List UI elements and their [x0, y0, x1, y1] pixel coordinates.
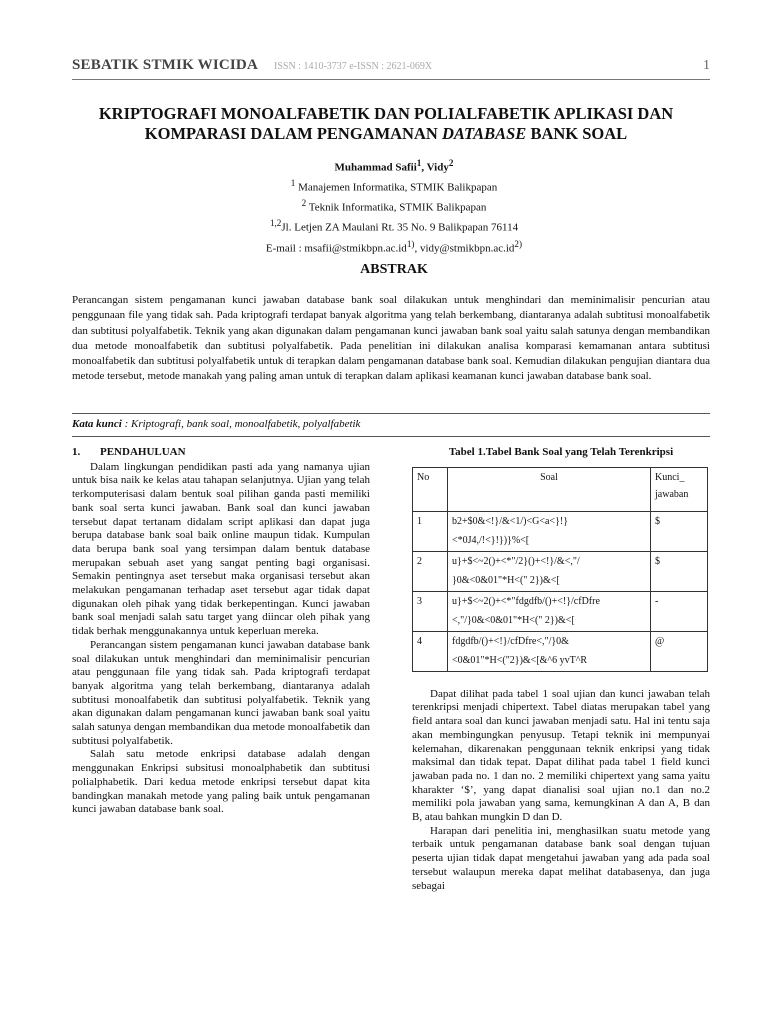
affiliation-1 [84, 176, 704, 196]
row-soal-line-2: <0&01"*H<("2})&<[&^6 yvT^R [452, 654, 588, 666]
row-soal-line-2: <*0J4,/!<}!})}%<[ [452, 534, 530, 546]
intro-paragraph-3: Salah satu metode enkripsi database adalah dengan menggunakan Enkripsi subsitusi monoalphabetik dan subtitusi polialphabetik. Dari kedua metode enkripsi tersebut dapat kita bandingkan manakah metode yang paling baik untuk pengamanan kunci jawaban database bank soal. [72, 748, 370, 816]
row-no: 3 [413, 591, 448, 631]
running-header [72, 57, 710, 80]
row-soal-line-1: u}+$<~2()+<*"/2}()+<!}/&<,"/ [452, 555, 580, 567]
paper-title [56, 104, 716, 144]
row-no: 1 [413, 511, 448, 551]
row-kunci: @ [651, 631, 708, 671]
author-1-sup: 1 [416, 158, 422, 168]
address-sup: 1,2 [269, 218, 282, 229]
title-line-2-pre: KOMPARASI DALAM PENGAMANAN [144, 124, 442, 143]
row-soal-line-1: b2+$0&<!}/&<1/)<G<a<}!} [452, 515, 569, 527]
author-names [84, 156, 704, 176]
affiliation-1-text: Manajemen Informatika, STMIK Balikpapan [295, 181, 498, 194]
keywords-bottom-rule [72, 436, 710, 437]
email-line [84, 237, 704, 257]
row-soal-line-2: }0&<0&01"*H<(" 2})&<[ [452, 574, 560, 586]
abstract-heading: ABSTRAK [360, 262, 428, 277]
address-text: Jl. Letjen ZA Maulani Rt. 35 No. 9 Balikpapan 76114 [281, 222, 519, 235]
affiliation-2-sup: 2 [301, 198, 307, 209]
title-line-2 [56, 124, 716, 144]
page-number: 1 [703, 58, 710, 73]
affiliation-2 [84, 196, 704, 216]
table-caption: Tabel 1.Tabel Bank Soal yang Telah Terenkripsi [448, 446, 674, 458]
row-kunci: $ [651, 511, 708, 551]
author-2-sup: 2 [448, 158, 454, 168]
issn-text: ISSN : 1410-3737 e-ISSN : 2621-069X [274, 61, 433, 72]
keywords-text: : Kriptografi, bank soal, monoalfabetik, polyalfabetik [121, 418, 361, 430]
row-soal [448, 551, 651, 591]
row-soal-line-1: u}+$<~2()+<*"fdgdfb/()+<!}/cfDfre [452, 595, 600, 607]
affiliation-1-sup: 1 [290, 178, 296, 189]
row-soal-line-2: <,"/}0&<0&01"*H<(" 2})&<[ [452, 614, 575, 626]
title-line-1: KRIPTOGRAFI MONOALFABETIK DAN POLIALFABETIK APLIKASI DAN [98, 104, 674, 123]
table-row [413, 511, 708, 551]
header-kunci-line-1: Kunci_ [655, 471, 685, 483]
table-row [413, 591, 708, 631]
row-kunci: - [651, 591, 708, 631]
affiliation-2-text: Teknik Informatika, STMIK Balikpapan [306, 201, 487, 214]
author-1: Muhammad Safii [334, 161, 417, 174]
row-no: 2 [413, 551, 448, 591]
journal-name: SEBATIK STMIK WICIDA [72, 57, 258, 73]
left-column [72, 446, 370, 817]
table-row [413, 631, 708, 671]
header-kunci [651, 467, 708, 511]
keywords-top-rule [72, 413, 710, 414]
right-text [412, 688, 710, 894]
section-heading [72, 446, 370, 460]
intro-paragraph-1: Dalam lingkungan pendidikan pasti ada yang namanya ujian untuk bisa naik ke kelas atau tahapan selanjutnya. Ujian yang telah terkomputerisasi dalam bentuk soal pilihan ganda pasti memiliki bank soal serta kunci jawaban. Bank soal dan kunci jawaban tersebut dapat tertanam didalam script aplikasi dan dapat juga berupa database bank soal baik online maupun tidak. Kumpulan data berupa bank soal yang tersimpan dalam bentuk database merupakan sebuah aset yang sangat penting bagi organisasi. Semakin pentingnya aset tersebut maka organisasi tersebut akan melakukan pengamanan terhadap aset tersebut agar tidak dapat digunakan oleh pihak yang tidak berkepentingan. Kunci jawaban bank soal menjadi salah satu target yang diincar oleh pihak yang tidak berhak menggunakannya untuk keperluan mereka. [72, 460, 370, 638]
encrypted-bank-soal-table [412, 467, 708, 672]
header-no: No [413, 467, 448, 511]
row-soal [448, 511, 651, 551]
abstract-text: Perancangan sistem pengamanan kunci jawaban database bank soal dilakukan untuk menghindari dan meminimalisir pencurian atau penggunaan file yang tidak sah. Pada kriptografi terdapat banyak algoritma yang telah berkembang, diantaranya adalah subtitusi monoalfabetik dan subtitusi polyalfabetik. Teknik yang akan digunakan dalam pengamanan kunci jawaban bank soal yaitu salah satunya dengan membandikan dua metode monoalfabetik dan subtitusi polyalfabetik. Pada penelitian ini dilakukan analisa komparasi kemamanan antara subtitusi monoalfabetik dan subtitusi polyalfabetik untuk di terapkan dalam pengamanan database bank soal. Kemudian dilakukan pengujian diantara dua metode tersebut, metode manakah yang paling aman untuk di terapkan dalam aplikasi keamanan kunci jawaban database bank soal. [72, 294, 710, 383]
keywords [72, 418, 360, 430]
row-soal [448, 631, 651, 671]
header-soal: Soal [448, 467, 651, 511]
right-column [412, 446, 710, 893]
author-2: , Vidy [421, 161, 449, 174]
keywords-label: Kata kunci [72, 418, 122, 430]
section-title: PENDAHULUAN [100, 446, 186, 458]
author-block [84, 156, 704, 257]
right-paragraph-2: Harapan dari penelitia ini, menghasilkan suatu metode yang terbaik untuk pengamanan database bank soal dengan tujuan peserta ujian tidak dapat mengetahui jawaban yang ada pada soal tersebut walaupun mereka dapat melihat databasenya, dan juga sebagai [412, 824, 710, 892]
email-1: E-mail : msafii@stmikbpn.ac.id [265, 242, 407, 255]
table-row [413, 551, 708, 591]
row-soal [448, 591, 651, 631]
intro-paragraph-2: Perancangan sistem pengamanan kunci jawaban database bank soal dilakukan untuk menghindari dan meminimalisir pencurian atau penggunaan file yang tidak sah. Pada kriptografi terdapat banyak algoritma yang telah berkembang, diantaranya adalah subtitusi monoalfabetik dan subtitusi polyalfabetik. Teknik yang akan digunakan dalam pengamanan kunci jawaban bank soal yaitu salah satunya dengan membandikan dua metode monoalfabetik dan subtitusi polyalfabetik. [72, 638, 370, 747]
title-line-2-post: BANK SOAL [526, 124, 628, 143]
email-2: , vidy@stmikbpn.ac.id [414, 242, 515, 255]
section-number: 1. [72, 446, 81, 458]
row-no: 4 [413, 631, 448, 671]
email-2-sup: 2) [514, 238, 523, 249]
title-line-2-italic: DATABASE [441, 124, 527, 143]
right-paragraph-1: Dapat dilihat pada tabel 1 soal ujian dan kunci jawaban telah terenkripsi menjadi chipertext. Tabel diatas merupakan tabel yang field antara soal dan kunci jawaban menjadi satu. Hal ini tentu saja akan membingungkan penyusup. Tetapi teknik ini mempunyai kelemahan, dikarenakan penggunaan teknik enkripsi yang tidak maksimal dan tidak tepat. Dapat dilihat pada tabel 1 field kunci jawaban pada no. 1 dan no. 2 memiliki chipertext yang sama yaitu kharakter ‘$’, yang dapat dianalisi soal ujian no.1 dan no.2 memiliki pola jawaban yang sama, kemungkinan A dan A, B dan B, atau bahkan mungkin D dan D. [412, 687, 710, 824]
address [84, 216, 704, 236]
row-kunci: $ [651, 551, 708, 591]
email-1-sup: 1) [406, 238, 415, 249]
table-header-row [413, 467, 708, 511]
header-kunci-line-2: jawaban [655, 488, 689, 500]
row-soal-line-1: fdgdfb/()+<!}/cfDfre<,"/}0& [452, 635, 569, 647]
